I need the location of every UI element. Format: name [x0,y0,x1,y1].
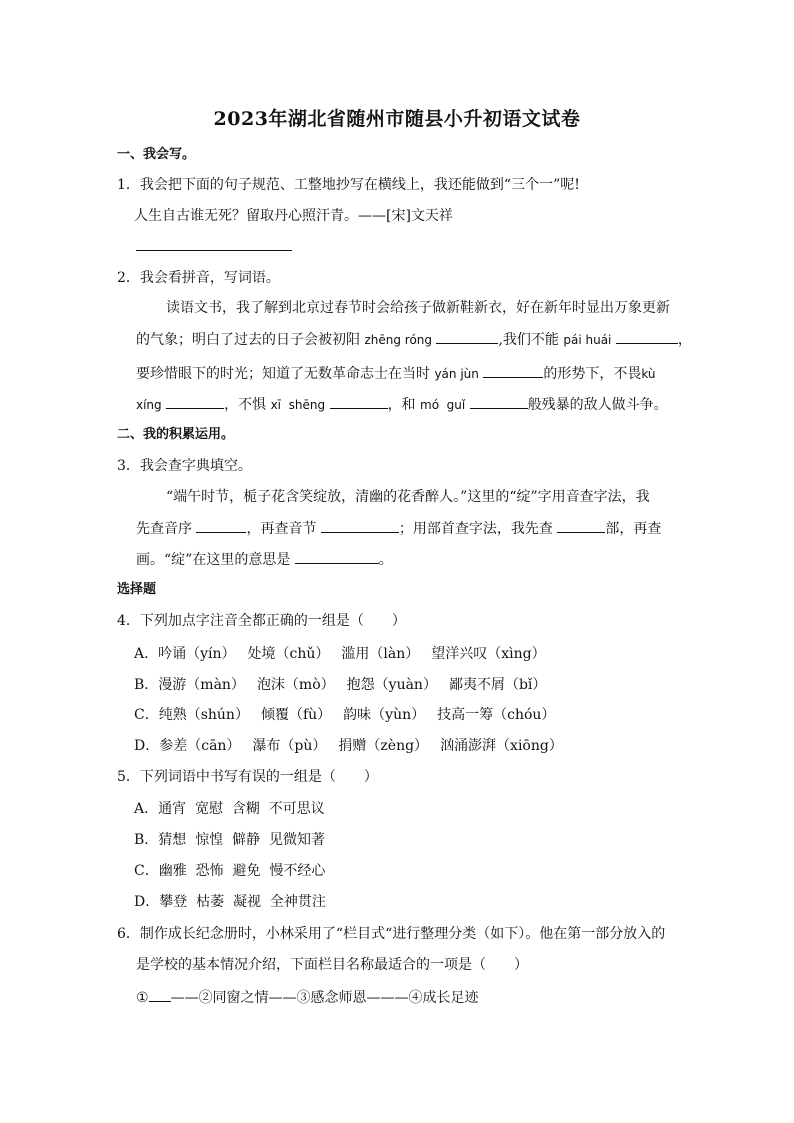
option-item: 抱怨（yuàn） [346,677,437,693]
text-segment: ，再查音节 [246,521,317,537]
text-segment: ， [677,332,692,348]
answer-blank[interactable] [483,363,543,378]
text-segment: 般残暴的敌人做斗争。 [527,397,668,413]
question-5-option-a[interactable]: A．通宵 宽慰 含糊 不可思议 [134,801,325,817]
option-item: 汹涌澎湃（xiōng） [440,738,563,754]
text-segment: ；用部首查字法，我先查 [398,521,553,537]
answer-blank[interactable] [149,987,171,1002]
option-item: 鄙夷不屑（bǐ） [448,677,547,693]
question-3-line-1: “端午时节，栀子花含笑绽放，清幽的花香醉人。”这里的“绽”字用音查字法，我 [166,489,650,505]
question-2-line-2 [136,329,692,350]
answer-blank[interactable] [166,394,224,409]
question-4-option-c[interactable] [134,705,567,725]
answer-blank[interactable] [321,518,399,533]
pinyin-xing: xíng [136,398,162,412]
text-segment: 的形势下，不畏 [543,366,642,382]
option-item: A．吟诵（yín） [134,646,236,662]
question-2-line-3 [136,363,656,384]
text-segment: 部，再查 [605,521,662,537]
option-item: 望洋兴叹（xìng） [431,646,546,662]
text-segment: 。 [378,552,393,568]
question-3-heading: 3．我会查字典填空。 [117,458,252,474]
option-item: 倾覆（fù） [260,707,332,723]
question-5-option-c[interactable]: C．幽雅 恐怖 避免 慢不经心 [134,863,326,879]
section-heading-2: 二、我的积累运用。 [117,427,235,442]
option-item: D．参差（cān） [134,738,241,754]
question-3-line-3 [136,549,393,570]
text-segment: ① [136,990,149,1006]
answer-blank[interactable] [196,518,246,533]
option-item: B．漫游（màn） [134,677,245,693]
page-title: 2023年湖北省随州市随县小升初语文试卷 [213,108,581,130]
question-1-answer-line[interactable] [136,236,292,257]
option-item: 滥用（làn） [341,646,420,662]
answer-blank[interactable] [436,329,498,344]
option-item: C．纯熟（shún） [134,707,249,723]
text-segment: ——②同窗之情——③感念师恩———④成长足迹 [170,990,479,1006]
question-5-heading: 5．下列词语中书写有误的一组是（ ） [117,769,378,785]
text-segment: 画。“绽”在这里的意思是 [136,552,291,568]
question-6-line-2: 是学校的基本情况介绍，下面栏目名称最适合的一项是（ ） [136,957,528,973]
question-4-heading: 4．下列加点字注音全都正确的一组是（ ） [117,613,406,629]
answer-blank[interactable] [330,394,388,409]
answer-blank[interactable] [557,518,605,533]
question-3-line-2 [136,518,661,539]
option-item: 韵味（yùn） [343,707,426,723]
pinyin-paihuai: pái huái [563,333,612,347]
question-5-option-d[interactable]: D．攀登 枯萎 凝视 全神贯注 [134,894,326,910]
option-item: 泡沫（mò） [256,677,335,693]
question-2-line-1: 读语文书，我了解到北京过春节时会给孩子做新鞋新衣，好在新年时显出万象更新 [166,300,670,316]
answer-blank[interactable] [616,329,678,344]
text-segment: 的气象；明白了过去的日子会被初阳 [136,332,360,348]
option-item: 捐赠（zèng） [338,738,429,754]
pinyin-mogui: mó guǐ [420,398,466,412]
question-6-line-1: 6．制作成长纪念册时，小林采用了“栏目式“进行整理分类（如下）。他在第一部分放入的 [117,926,666,942]
pinyin-ku: kù [641,367,656,381]
pinyin-xisheng: xī shēng [270,398,326,412]
question-4-option-d[interactable] [134,736,575,756]
section-heading-1: 一、我会写。 [117,147,196,162]
question-1-poem: 人生自古谁无死？留取丹心照汗青。——[宋]文天祥 [134,208,453,224]
pinyin-yanjun: yán jùn [434,367,479,381]
answer-blank[interactable] [470,394,528,409]
option-item: 处境（chǔ） [247,646,330,662]
question-2-heading: 2．我会看拼音，写词语。 [117,270,280,286]
question-1-text: 1．我会把下面的句子规范、工整地抄写在横线上，我还能做到“三个一”呢! [117,177,580,193]
option-item: 瀑布（pù） [252,738,327,754]
question-4-option-b[interactable] [134,675,558,695]
text-segment: 先查音序 [136,521,192,537]
text-segment: 要珍惜眼下的时光；知道了无数革命志士在当时 [136,366,430,382]
question-4-option-a[interactable] [134,644,558,664]
question-6-line-3 [136,987,479,1008]
text-segment: ，和 [387,397,416,413]
question-5-option-b[interactable]: B．猜想 惊惶 僻静 见微知著 [134,832,325,848]
answer-blank[interactable] [295,549,379,564]
text-segment: ，不惧 [224,397,267,413]
option-item: 技高一筹（chóu） [437,707,556,723]
section-heading-3: 选择题 [117,582,157,597]
pinyin-zhengrong: zhēng róng [364,333,433,347]
text-segment: ,我们不能 [498,332,559,348]
question-2-line-4 [136,394,668,415]
